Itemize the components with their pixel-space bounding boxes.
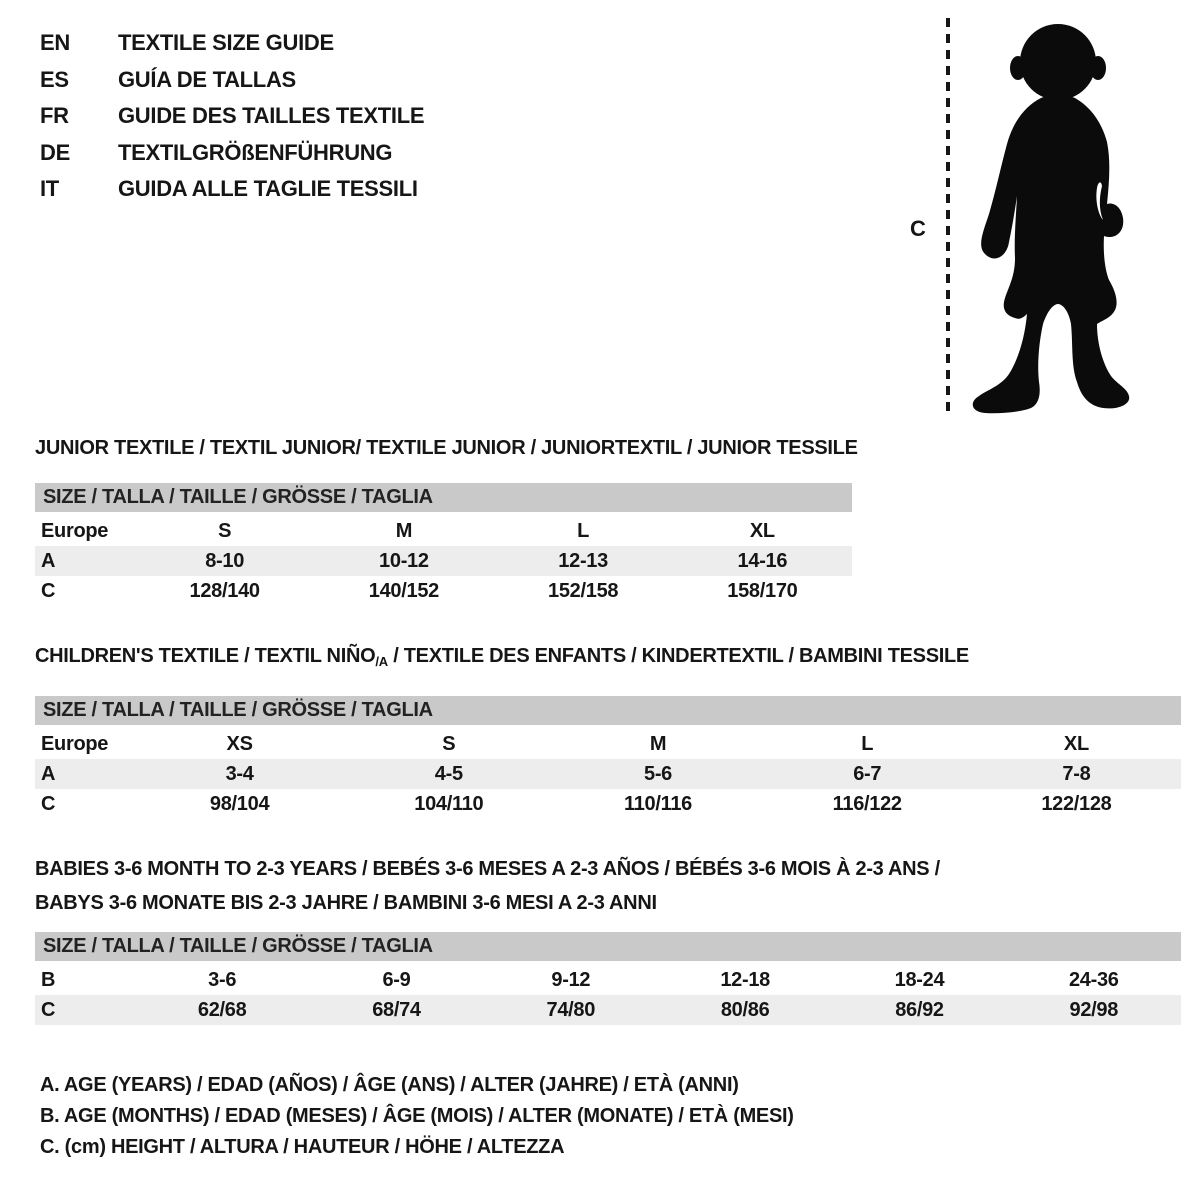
language-code: EN	[40, 30, 70, 56]
height-measure-label: C	[910, 216, 926, 241]
table-cell: 122/128	[1041, 792, 1112, 815]
children-title-sub: /A	[375, 654, 388, 669]
table-cell: 8-10	[205, 549, 245, 572]
babies-table-rows	[35, 965, 1181, 1025]
table-cell: 12-13	[558, 549, 608, 572]
table-cell: L	[861, 732, 874, 755]
table-cell: 6-9	[382, 968, 411, 991]
babies-textile-section	[35, 852, 1181, 1025]
children-table-rows	[35, 729, 1181, 819]
junior-table-rows	[35, 516, 852, 606]
guide-title-fr: GUIDE DES TAILLES TEXTILE	[118, 103, 425, 129]
table-cell: S	[218, 519, 232, 542]
table-row	[35, 965, 1181, 995]
table-cell: 18-24	[894, 968, 945, 991]
language-row-es	[40, 62, 424, 99]
table-cell: 98/104	[209, 792, 270, 815]
size-header-bar	[35, 483, 852, 512]
row-label: Europe	[41, 519, 109, 542]
table-row	[35, 729, 1181, 759]
table-cell: 128/140	[189, 579, 260, 602]
babies-table-title	[35, 852, 1181, 920]
table-cell: L	[577, 519, 590, 542]
table-row	[35, 995, 1181, 1025]
size-header-bar	[35, 932, 1181, 961]
language-title-block	[40, 25, 424, 208]
legend-height-cm: C. (cm) HEIGHT / ALTURA / HAUTEUR / HÖHE / ALTEZZA	[40, 1136, 565, 1158]
table-cell: XL	[749, 519, 775, 542]
table-cell: 5-6	[644, 762, 673, 785]
table-cell: 6-7	[853, 762, 882, 785]
children-title-pre: CHILDREN'S TEXTILE / TEXTIL NIÑO	[35, 645, 376, 667]
language-row-it	[40, 171, 424, 208]
table-cell: 80/86	[720, 998, 770, 1021]
table-cell: XL	[1063, 732, 1089, 755]
junior-table-title: JUNIOR TEXTILE / TEXTIL JUNIOR/ TEXTILE JUNIOR / JUNIORTEXTIL / JUNIOR TESSILE	[35, 437, 858, 459]
table-cell: 158/170	[727, 579, 798, 602]
row-label: C	[41, 998, 56, 1021]
table-cell: M	[649, 732, 667, 755]
table-row	[35, 789, 1181, 819]
table-cell: 3-6	[208, 968, 237, 991]
language-code: ES	[40, 66, 69, 92]
children-textile-section	[35, 645, 1181, 819]
table-row	[35, 516, 852, 546]
language-code: DE	[40, 139, 70, 165]
table-row	[35, 576, 852, 606]
language-row-de	[40, 135, 424, 172]
table-cell: 116/122	[832, 792, 902, 815]
size-header-label: SIZE / TALLA / TAILLE / GRÖSSE / TAGLIA	[43, 935, 433, 957]
table-cell: 68/74	[372, 998, 421, 1021]
language-row-en	[40, 25, 424, 62]
language-row-fr	[40, 98, 424, 135]
children-table-title	[35, 645, 1181, 673]
table-cell: 9-12	[551, 968, 591, 991]
guide-title-de: TEXTILGRÖßENFÜHRUNG	[118, 139, 393, 165]
measurement-legend	[40, 1070, 794, 1163]
table-cell: 4-5	[434, 762, 463, 785]
height-measure-dashed-line	[946, 18, 950, 415]
table-cell: 62/68	[197, 998, 247, 1021]
row-label: C	[41, 579, 56, 602]
table-cell: S	[442, 732, 456, 755]
row-label: A	[41, 762, 56, 785]
guide-title-es: GUÍA DE TALLAS	[118, 66, 296, 92]
language-code: IT	[40, 176, 59, 202]
size-header-label: SIZE / TALLA / TAILLE / GRÖSSE / TAGLIA	[43, 486, 433, 508]
guide-title-en: TEXTILE SIZE GUIDE	[118, 30, 334, 56]
junior-textile-section	[35, 437, 858, 606]
table-cell: XS	[226, 732, 253, 755]
table-row	[35, 546, 852, 576]
table-cell: 110/116	[624, 792, 692, 815]
table-cell: 104/110	[414, 792, 484, 815]
table-cell: 14-16	[737, 549, 788, 572]
table-row	[35, 759, 1181, 789]
legend-age-months: B. AGE (MONTHS) / EDAD (MESES) / ÂGE (MOIS) / ALTER (MONATE) / ETÀ (MESI)	[40, 1105, 794, 1127]
table-cell: 24-36	[1068, 968, 1119, 991]
babies-title-line-2: BABYS 3-6 MONATE BIS 2-3 JAHRE / BAMBINI 3-6 MESI A 2-3 ANNI	[35, 892, 657, 914]
table-cell: 86/92	[895, 998, 944, 1021]
legend-age-years: A. AGE (YEARS) / EDAD (AÑOS) / ÂGE (ANS) / ALTER (JAHRE) / ETÀ (ANNI)	[40, 1074, 739, 1096]
table-cell: 10-12	[379, 549, 429, 572]
guide-title-it: GUIDA ALLE TAGLIE TESSILI	[118, 176, 418, 202]
table-cell: 74/80	[546, 998, 596, 1021]
table-cell: 3-4	[225, 762, 254, 785]
table-cell: M	[395, 519, 413, 542]
children-title-post: / TEXTILE DES ENFANTS / KINDERTEXTIL / BAMBINI TESSILE	[387, 645, 969, 667]
row-label: Europe	[41, 732, 109, 755]
table-cell: 152/158	[548, 579, 619, 602]
size-header-label: SIZE / TALLA / TAILLE / GRÖSSE / TAGLIA	[43, 699, 433, 721]
table-cell: 92/98	[1069, 998, 1119, 1021]
table-cell: 140/152	[368, 579, 439, 602]
table-cell: 7-8	[1062, 762, 1091, 785]
table-cell: 12-18	[720, 968, 770, 991]
row-label: C	[41, 792, 56, 815]
language-code: FR	[40, 103, 69, 129]
row-label: A	[41, 549, 56, 572]
row-label: B	[41, 968, 56, 991]
toddler-silhouette-icon	[963, 14, 1153, 416]
size-header-bar	[35, 696, 1181, 725]
babies-title-line-1: BABIES 3-6 MONTH TO 2-3 YEARS / BEBÉS 3-6 MESES A 2-3 AÑOS / BÉBÉS 3-6 MOIS À 2-3 ANS /	[35, 858, 940, 880]
